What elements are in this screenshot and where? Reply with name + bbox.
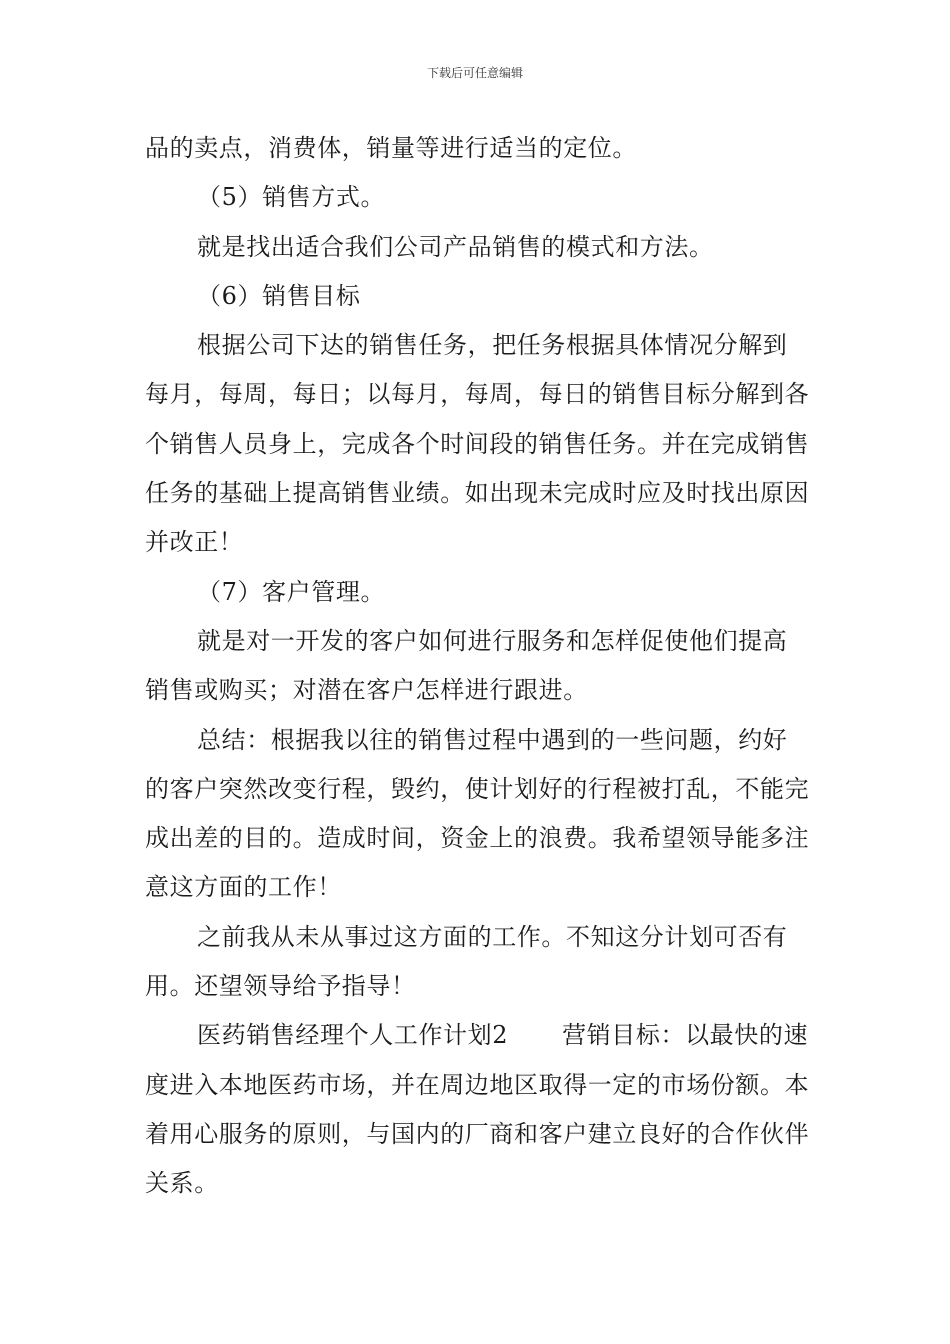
- paragraph-summary: 总结：根据我以往的销售过程中遇到的一些问题，约好的客户突然改变行程，毁约，使计划好的行程被打乱，不能完成出差的目的。造成时间，资金上的浪费。我希望领导能多注意这方面的工作！: [145, 725, 810, 902]
- document-body: [145, 124, 810, 1209]
- paragraph-closing: 之前我从未从事过这方面的工作。不知这分计划可否有用。还望领导给予指导！: [145, 922, 788, 1001]
- paragraph-plan-2: [145, 1011, 810, 1208]
- plan-2-text: 营销目标：以最快的速度进入本地医药市场，并在周边地区取得一定的市场份额。本着用心服务的原则，与国内的厂商和客户建立良好的合作伙伴关系。: [145, 1021, 810, 1198]
- paragraph-continuation: 品的卖点，消费体，销量等进行适当的定位。: [145, 134, 637, 162]
- section-heading-customer-management: （7）客户管理。: [197, 577, 386, 606]
- header-note: 下载后可任意编辑: [426, 66, 523, 80]
- paragraph-customer-management: 就是对一开发的客户如何进行服务和怎样促使他们提高销售或购买；对潜在客户怎样进行跟进。: [145, 626, 788, 705]
- section-heading-sales-target: （6）销售目标: [197, 281, 361, 310]
- paragraph-sales-target: 根据公司下达的销售任务，把任务根据具体情况分解到每月，每周，每日；以每月，每周，每日的销售目标分解到各个销售人员身上，完成各个时间段的销售任务。并在完成销售任务的基础上提高销售业绩。如出现未完成时应及时找出原因并改正！: [145, 331, 810, 557]
- paragraph-sales-method: 就是找出适合我们公司产品销售的模式和方法。: [197, 232, 714, 261]
- plan-2-title: 医药销售经理个人工作计划2: [197, 1021, 509, 1050]
- section-heading-sales-method: （5）销售方式。: [197, 183, 386, 212]
